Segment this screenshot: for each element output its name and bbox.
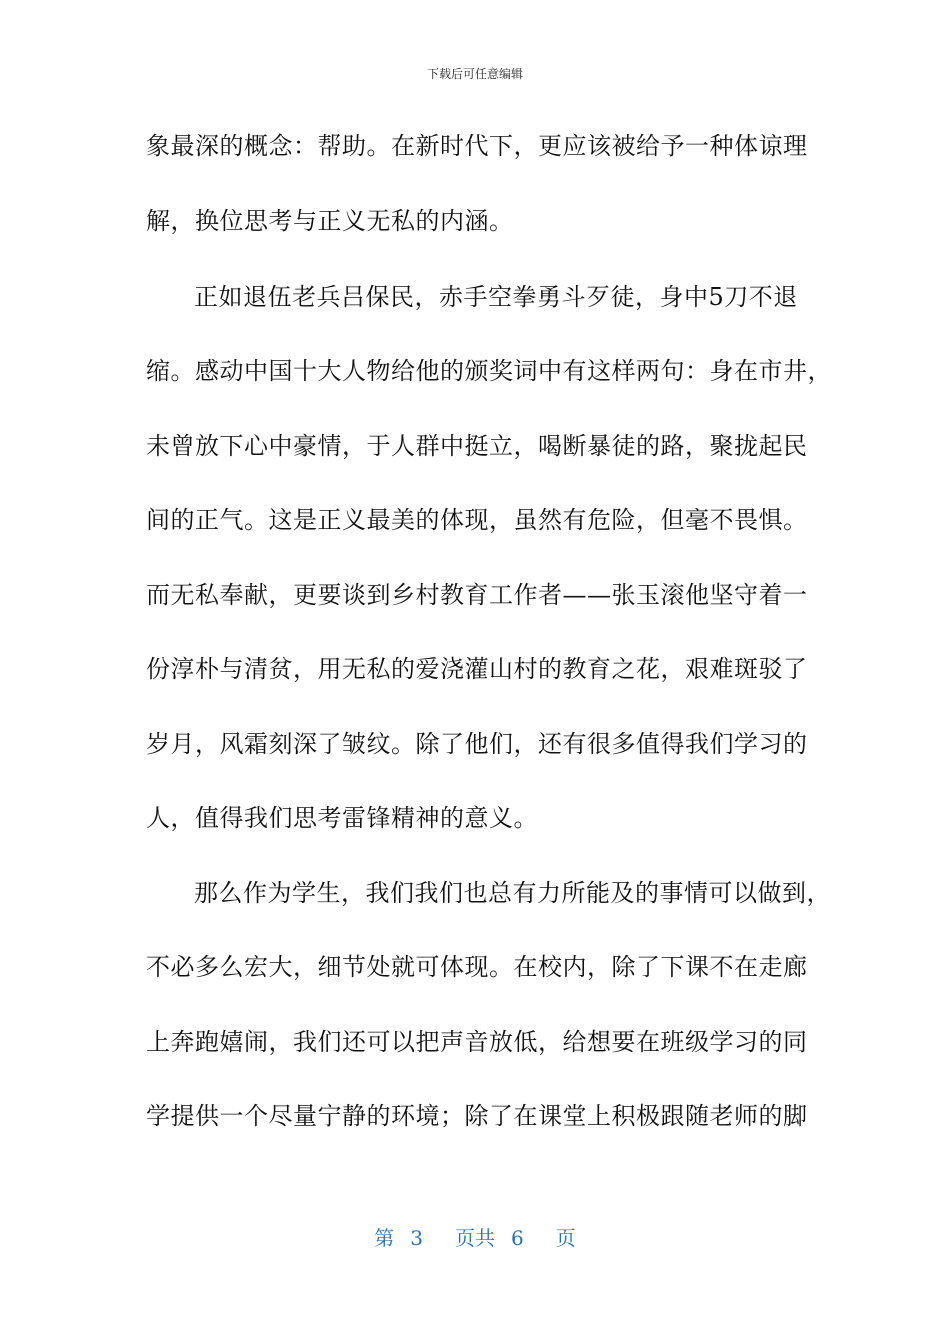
paragraph-line: 上奔跑嬉闹，我们还可以把声音放低，给想要在班级学习的同	[146, 1028, 808, 1056]
paragraph-line: 间的正气。这是正义最美的体现，虽然有危险，但毫不畏惧。	[146, 506, 808, 534]
paragraph-line: 象最深的概念：帮助。在新时代下，更应该被给予一种体谅理	[146, 132, 808, 160]
paragraph-line: 缩。感动中国十大人物给他的颁奖词中有这样两句：身在市井，	[146, 357, 832, 385]
paragraph-line: 解，换位思考与正义无私的内涵。	[146, 207, 514, 235]
paragraph-line: 学提供一个尽量宁静的环境；除了在课堂上积极跟随老师的脚	[146, 1102, 808, 1130]
paragraph-line: 未曾放下心中豪情，于人群中挺立，喝断暴徒的路，聚拢起民	[146, 432, 808, 460]
paragraph-line: 而无私奉献，更要谈到乡村教育工作者——张玉滚他坚守着一	[146, 581, 808, 609]
paragraph-line: 份淳朴与清贫，用无私的爱浇灌山村的教育之花，艰难斑驳了	[146, 655, 808, 683]
total-pages-label: 页共	[455, 1226, 495, 1250]
paragraph-line: 不必多么宏大，细节处就可体现。在校内，除了下课不在走廊	[146, 953, 808, 981]
page-label: 第	[374, 1226, 395, 1250]
page-suffix: 页	[555, 1226, 576, 1250]
paragraph-line: 岁月，风霜刻深了皱纹。除了他们，还有很多值得我们学习的	[146, 730, 808, 758]
total-pages-number: 6	[511, 1226, 524, 1250]
page-number-footer	[0, 1225, 950, 1251]
page-header: 下载后可任意编辑	[426, 67, 523, 81]
paragraph-line: 正如退伍老兵吕保民，赤手空拳勇斗歹徒，身中5刀不退	[194, 283, 798, 311]
current-page-number: 3	[410, 1226, 423, 1250]
paragraph-line: 那么作为学生，我们我们也总有力所能及的事情可以做到，	[194, 879, 831, 907]
paragraph-line: 人，值得我们思考雷锋精神的意义。	[146, 804, 538, 832]
